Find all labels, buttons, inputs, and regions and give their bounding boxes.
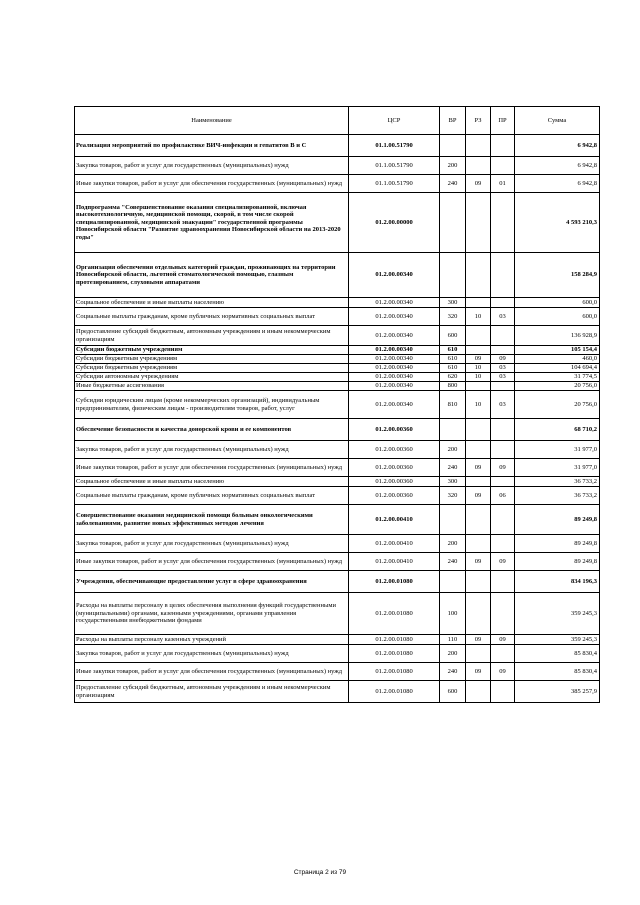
cell-vr: 300 [440, 477, 466, 487]
column-header-vr: ВР [440, 107, 466, 135]
column-header-sum: Сумма [515, 107, 600, 135]
cell-csr: 01.2.00.00340 [349, 253, 440, 298]
cell-name: Закупка товаров, работ и услуг для государственных (муниципальных) нужд [75, 645, 349, 663]
cell-name: Субсидии автономным учреждениям [75, 373, 349, 382]
cell-vr: 810 [440, 391, 466, 419]
budget-table-container [74, 106, 599, 703]
cell-vr: 240 [440, 175, 466, 193]
cell-rz [466, 382, 491, 391]
cell-rz [466, 681, 491, 703]
cell-name: Учреждения, обеспечивающие предоставление услуг в сфере здравоохранения [75, 571, 349, 593]
cell-rz [466, 645, 491, 663]
cell-name: Обеспечение безопасности и качества донорской крови и ее компонентов [75, 419, 349, 441]
cell-pr [491, 326, 515, 346]
cell-vr: 240 [440, 459, 466, 477]
cell-vr [440, 135, 466, 157]
cell-rz [466, 298, 491, 308]
cell-csr: 01.2.00.00000 [349, 193, 440, 253]
cell-name: Социальные выплаты гражданам, кроме публичных нормативных социальных выплат [75, 308, 349, 326]
page-footer: Страница 2 из 79 [293, 869, 347, 876]
cell-pr [491, 346, 515, 355]
cell-vr: 110 [440, 635, 466, 645]
cell-pr [491, 298, 515, 308]
cell-pr [491, 419, 515, 441]
cell-rz [466, 441, 491, 459]
cell-name: Субсидии юридическим лицам (кроме некоммерческих организаций), индивидуальным предпринимателям, физическим лицам - производителям товаров, работ, услуг [75, 391, 349, 419]
cell-csr: 01.2.00.00340 [349, 355, 440, 364]
cell-pr: 01 [491, 175, 515, 193]
cell-sum: 31 977,0 [515, 441, 600, 459]
cell-name: Субсидии бюджетным учреждениям [75, 355, 349, 364]
cell-csr: 01.2.00.00360 [349, 477, 440, 487]
cell-csr: 01.2.00.00340 [349, 326, 440, 346]
cell-name: Закупка товаров, работ и услуг для государственных (муниципальных) нужд [75, 535, 349, 553]
cell-vr: 240 [440, 663, 466, 681]
cell-sum: 36 733,2 [515, 487, 600, 505]
cell-vr: 610 [440, 364, 466, 373]
cell-pr [491, 571, 515, 593]
cell-name: Иные бюджетные ассигнования [75, 382, 349, 391]
cell-rz [466, 477, 491, 487]
table-row [75, 635, 600, 645]
cell-csr: 01.2.00.01080 [349, 635, 440, 645]
cell-vr [440, 505, 466, 535]
cell-sum: 136 928,9 [515, 326, 600, 346]
cell-csr: 01.2.00.01080 [349, 571, 440, 593]
cell-vr [440, 193, 466, 253]
cell-vr: 100 [440, 593, 466, 635]
cell-pr [491, 382, 515, 391]
cell-csr: 01.2.00.00360 [349, 459, 440, 477]
cell-sum: 105 154,4 [515, 346, 600, 355]
cell-pr [491, 441, 515, 459]
cell-vr: 200 [440, 157, 466, 175]
cell-rz [466, 253, 491, 298]
cell-sum: 20 756,0 [515, 382, 600, 391]
cell-sum: 600,0 [515, 308, 600, 326]
table-row [75, 253, 600, 298]
cell-vr: 600 [440, 681, 466, 703]
cell-pr [491, 193, 515, 253]
table-row [75, 645, 600, 663]
cell-csr: 01.2.00.01080 [349, 663, 440, 681]
cell-csr: 01.2.00.01080 [349, 645, 440, 663]
cell-name: Иные закупки товаров, работ и услуг для обеспечения государственных (муниципальных) нужд [75, 663, 349, 681]
cell-pr: 03 [491, 308, 515, 326]
table-row [75, 593, 600, 635]
cell-sum: 85 830,4 [515, 645, 600, 663]
cell-rz [466, 135, 491, 157]
cell-pr: 03 [491, 373, 515, 382]
cell-pr: 03 [491, 364, 515, 373]
column-header-name: Наименование [75, 107, 349, 135]
table-row [75, 373, 600, 382]
cell-vr [440, 571, 466, 593]
cell-vr: 610 [440, 346, 466, 355]
cell-pr: 09 [491, 553, 515, 571]
cell-csr: 01.2.00.00340 [349, 308, 440, 326]
cell-pr: 09 [491, 663, 515, 681]
cell-sum: 68 710,2 [515, 419, 600, 441]
cell-pr [491, 157, 515, 175]
cell-csr: 01.2.00.00360 [349, 419, 440, 441]
table-body [75, 135, 600, 703]
table-row [75, 505, 600, 535]
cell-sum: 36 733,2 [515, 477, 600, 487]
table-header-row [75, 107, 600, 135]
cell-vr: 200 [440, 645, 466, 663]
cell-name: Социальное обеспечение и иные выплаты населению [75, 477, 349, 487]
table-row [75, 298, 600, 308]
cell-csr: 01.2.00.00340 [349, 364, 440, 373]
cell-name: Субсидии бюджетным учреждениям [75, 364, 349, 373]
cell-pr: 03 [491, 391, 515, 419]
cell-name: Закупка товаров, работ и услуг для государственных (муниципальных) нужд [75, 441, 349, 459]
cell-csr: 01.2.00.00410 [349, 535, 440, 553]
cell-vr: 320 [440, 487, 466, 505]
cell-rz [466, 535, 491, 553]
cell-vr [440, 419, 466, 441]
cell-sum: 6 942,8 [515, 175, 600, 193]
cell-pr: 09 [491, 459, 515, 477]
table-row [75, 477, 600, 487]
cell-sum: 834 196,3 [515, 571, 600, 593]
table-row [75, 571, 600, 593]
cell-csr: 01.2.00.00360 [349, 441, 440, 459]
cell-csr: 01.2.00.00340 [349, 298, 440, 308]
cell-rz [466, 346, 491, 355]
cell-sum: 359 245,3 [515, 635, 600, 645]
cell-rz: 09 [466, 635, 491, 645]
cell-rz: 10 [466, 391, 491, 419]
cell-pr [491, 645, 515, 663]
cell-pr [491, 135, 515, 157]
cell-sum: 89 249,8 [515, 505, 600, 535]
table-row [75, 157, 600, 175]
cell-sum: 89 249,8 [515, 553, 600, 571]
table-row [75, 419, 600, 441]
table-row [75, 364, 600, 373]
cell-vr: 200 [440, 441, 466, 459]
cell-name: Расходы на выплаты персоналу казенных учреждений [75, 635, 349, 645]
cell-sum: 6 942,8 [515, 157, 600, 175]
table-row [75, 487, 600, 505]
table-row [75, 535, 600, 553]
cell-rz [466, 505, 491, 535]
cell-name: Иные закупки товаров, работ и услуг для обеспечения государственных (муниципальных) нужд [75, 459, 349, 477]
cell-sum: 359 245,3 [515, 593, 600, 635]
cell-sum: 31 774,5 [515, 373, 600, 382]
cell-rz: 09 [466, 355, 491, 364]
cell-sum: 104 694,4 [515, 364, 600, 373]
cell-pr: 09 [491, 355, 515, 364]
cell-name: Реализация мероприятий по профилактике ВИЧ-инфекции и гепатитов В и С [75, 135, 349, 157]
table-row [75, 391, 600, 419]
cell-rz: 10 [466, 373, 491, 382]
cell-sum: 20 756,0 [515, 391, 600, 419]
cell-csr: 01.2.00.00410 [349, 553, 440, 571]
cell-sum: 31 977,0 [515, 459, 600, 477]
cell-rz: 09 [466, 175, 491, 193]
cell-sum: 85 830,4 [515, 663, 600, 681]
cell-name: Иные закупки товаров, работ и услуг для обеспечения государственных (муниципальных) нужд [75, 553, 349, 571]
cell-name: Субсидии бюджетным учреждениям [75, 346, 349, 355]
cell-name: Расходы на выплаты персоналу в целях обеспечения выполнения функций государственными (муниципальными) органами, казенными учреждениями, органами управления государственными внебюджетными фондами [75, 593, 349, 635]
column-header-pr: ПР [491, 107, 515, 135]
cell-sum: 89 249,8 [515, 535, 600, 553]
cell-vr: 300 [440, 298, 466, 308]
cell-rz [466, 419, 491, 441]
table-row [75, 459, 600, 477]
cell-name: Совершенствование оказания медицинской помощи больным онкологическими заболеваниями, развитие новых эффективных методов лечения [75, 505, 349, 535]
cell-name: Подпрограмма "Совершенствование оказания специализированной, включая высокотехнологичную, медицинской помощи, скорой, в том числе скорой специализированной, медицинской эвакуации" государственной программы Новосибирской области "Развитие здравоохранения Новосибирской области на 2013-2020 годы" [75, 193, 349, 253]
cell-csr: 01.2.00.00340 [349, 382, 440, 391]
table-row [75, 553, 600, 571]
column-header-csr: ЦСР [349, 107, 440, 135]
cell-pr: 09 [491, 635, 515, 645]
table-row [75, 193, 600, 253]
table-row [75, 135, 600, 157]
table-row [75, 346, 600, 355]
cell-name: Социальные выплаты гражданам, кроме публичных нормативных социальных выплат [75, 487, 349, 505]
cell-sum: 460,0 [515, 355, 600, 364]
cell-rz [466, 193, 491, 253]
column-header-rz: РЗ [466, 107, 491, 135]
cell-pr [491, 505, 515, 535]
table-row [75, 308, 600, 326]
cell-sum: 4 593 210,3 [515, 193, 600, 253]
cell-sum: 385 257,9 [515, 681, 600, 703]
cell-rz: 10 [466, 364, 491, 373]
cell-pr [491, 253, 515, 298]
cell-sum: 600,0 [515, 298, 600, 308]
cell-name: Организация обеспечения отдельных категорий граждан, проживающих на территории Новосибирской области, льготной стоматологической помощью, глазным протезированием, слуховыми аппаратами [75, 253, 349, 298]
cell-rz: 09 [466, 663, 491, 681]
table-row [75, 441, 600, 459]
cell-rz [466, 593, 491, 635]
table-row [75, 663, 600, 681]
cell-vr: 320 [440, 308, 466, 326]
cell-name: Закупка товаров, работ и услуг для государственных (муниципальных) нужд [75, 157, 349, 175]
table-row [75, 355, 600, 364]
cell-rz [466, 571, 491, 593]
cell-pr [491, 535, 515, 553]
cell-csr: 01.2.00.00340 [349, 346, 440, 355]
cell-rz [466, 157, 491, 175]
cell-csr: 01.2.00.00360 [349, 487, 440, 505]
cell-csr: 01.1.00.51790 [349, 157, 440, 175]
cell-vr [440, 253, 466, 298]
table-row [75, 326, 600, 346]
cell-rz: 09 [466, 487, 491, 505]
cell-vr: 240 [440, 553, 466, 571]
cell-name: Социальное обеспечение и иные выплаты населению [75, 298, 349, 308]
cell-vr: 800 [440, 382, 466, 391]
budget-table [74, 106, 600, 703]
cell-rz [466, 326, 491, 346]
cell-rz: 10 [466, 308, 491, 326]
cell-rz: 09 [466, 459, 491, 477]
cell-vr: 620 [440, 373, 466, 382]
table-row [75, 175, 600, 193]
cell-pr [491, 681, 515, 703]
cell-vr: 610 [440, 355, 466, 364]
cell-name: Предоставление субсидий бюджетным, автономным учреждениям и иным некоммерческим организациям [75, 681, 349, 703]
cell-csr: 01.1.00.51790 [349, 135, 440, 157]
cell-csr: 01.2.00.01080 [349, 593, 440, 635]
cell-name: Предоставление субсидий бюджетным, автономным учреждениям и иным некоммерческим организациям [75, 326, 349, 346]
cell-csr: 01.1.00.51790 [349, 175, 440, 193]
table-row [75, 382, 600, 391]
table-row [75, 681, 600, 703]
cell-csr: 01.2.00.00410 [349, 505, 440, 535]
cell-rz: 09 [466, 553, 491, 571]
cell-csr: 01.2.00.01080 [349, 681, 440, 703]
cell-vr: 200 [440, 535, 466, 553]
cell-sum: 158 284,9 [515, 253, 600, 298]
cell-csr: 01.2.00.00340 [349, 373, 440, 382]
cell-name: Иные закупки товаров, работ и услуг для обеспечения государственных (муниципальных) нужд [75, 175, 349, 193]
cell-csr: 01.2.00.00340 [349, 391, 440, 419]
cell-pr [491, 477, 515, 487]
cell-sum: 6 942,8 [515, 135, 600, 157]
cell-pr: 06 [491, 487, 515, 505]
cell-vr: 600 [440, 326, 466, 346]
cell-pr [491, 593, 515, 635]
